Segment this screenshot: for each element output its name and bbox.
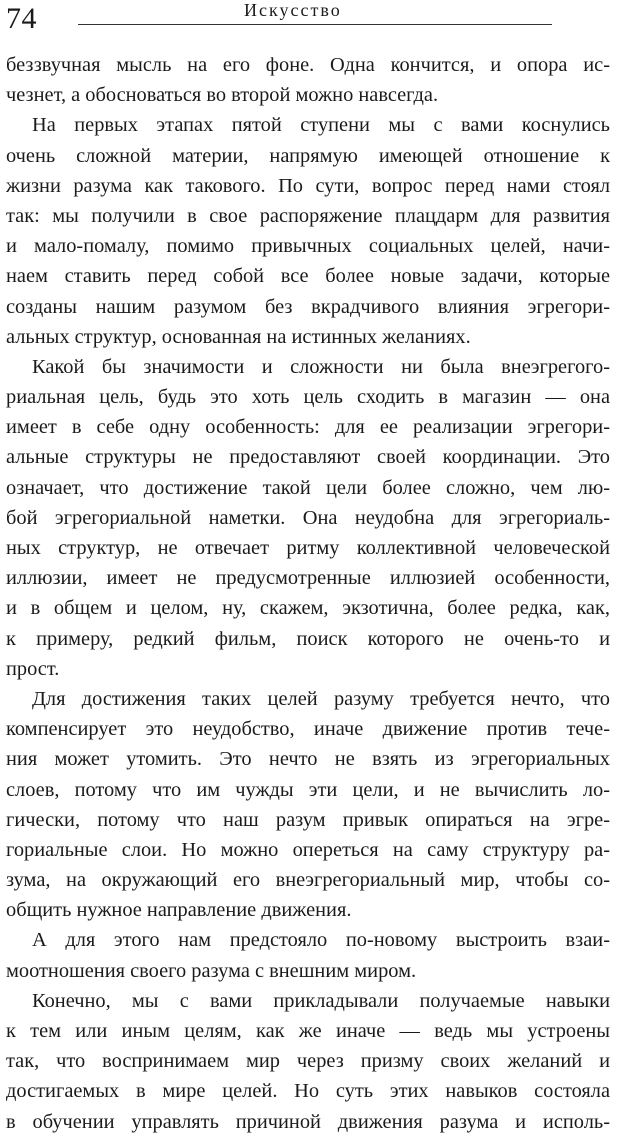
text-line: альных структур, основанная на истинных желаниях. xyxy=(6,325,471,348)
text-line: к примеру, редкий фильм, поиск которого не очень-то и xyxy=(6,627,610,650)
text-line: ных структур, не отвечает ритму коллективной человеческой xyxy=(6,537,610,559)
text-line: зума, на окружающий его внеэгрегориальный мир, чтобы со- xyxy=(6,869,610,892)
page-number: 74 xyxy=(6,2,37,35)
text-line: созданы нашим разумом без вкрадчивого влияния эгрегори- xyxy=(6,295,610,318)
text-line: гически, потому что наш разум привык опираться на эгре- xyxy=(6,808,610,831)
text-line: к тем или иным целям, как же иначе — ведь мы устроены xyxy=(6,1020,610,1042)
text-line: альные структуры не предоставляют своей координации. Это xyxy=(6,446,610,469)
page-header xyxy=(0,0,620,40)
text-line: означает, что достижение такой цели более сложно, чем лю- xyxy=(6,476,610,499)
paragraph-first-line: Конечно, мы с вами прикладывали получаемые навыки xyxy=(32,989,610,1012)
text-line: прост. xyxy=(6,657,60,680)
text-line: так: мы получили в свое распоряжение плацдарм для развития xyxy=(6,204,610,227)
text-line: очень сложной материи, напрямую имеющей отношение к xyxy=(6,144,610,167)
text-line: имеет в себе одну особенность: для ее реализации эгрегори- xyxy=(6,416,610,439)
body-text xyxy=(6,50,610,1137)
text-line: наем ставить перед собой все более новые задачи, которые xyxy=(6,265,610,288)
text-line: жизни разума как такового. По сути, вопрос перед нами стоял xyxy=(6,174,610,197)
text-line: чезнет, а обосноваться во второй можно навсегда. xyxy=(6,84,439,107)
paragraph-first-line: На первых этапах пятой ступени мы с вами коснулись xyxy=(32,114,610,137)
text-line: и мало-помалу, помимо привычных социальных целей, начи- xyxy=(6,235,610,258)
text-line: бой эгрегориальной наметки. Она неудобна для эгрегориаль- xyxy=(6,506,610,529)
text-line: слоев, потому что им чужды эти цели, и не вычислить ло- xyxy=(6,778,610,801)
header-rule xyxy=(78,24,552,25)
text-line: в обучении управлять причиной движения разума и исполь- xyxy=(6,1110,610,1133)
paragraph-first-line: А для этого нам предстояло по-новому выстроить взаи- xyxy=(32,929,610,952)
paragraph-first-line: Какой бы значимости и сложности ни была внеэгрегого- xyxy=(32,355,610,378)
text-line: так, что воспринимаем мир через призму своих желаний и xyxy=(6,1050,610,1073)
text-line: компенсирует это неудобство, иначе движение против тече- xyxy=(6,718,610,741)
text-line: иллюзии, имеет не предусмотренные иллюзией особенности, xyxy=(6,567,610,590)
text-line: общить нужное направление движения. xyxy=(6,899,352,922)
text-line: беззвучная мысль на его фоне. Одна кончится, и опора ис- xyxy=(6,54,610,76)
running-title: Искусство xyxy=(244,0,342,20)
text-line: риальная цель, будь это хоть цель сходить в магазин — она xyxy=(6,386,610,409)
text-line: ния может утомить. Это нечто не взять из эгрегориальных xyxy=(6,748,610,771)
paragraph-first-line: Для достижения таких целей разуму требуется нечто, что xyxy=(32,687,610,710)
text-line: достигаемых в мире целей. Но суть этих навыков состояла xyxy=(6,1080,610,1103)
text-line: и в общем и целом, ну, скажем, экзотична, более редка, как, xyxy=(6,597,610,620)
text-line: моотношения своего разума с внешним миром. xyxy=(6,959,417,982)
text-line: гориальные слои. Но можно опереться на саму структуру ра- xyxy=(6,838,610,861)
